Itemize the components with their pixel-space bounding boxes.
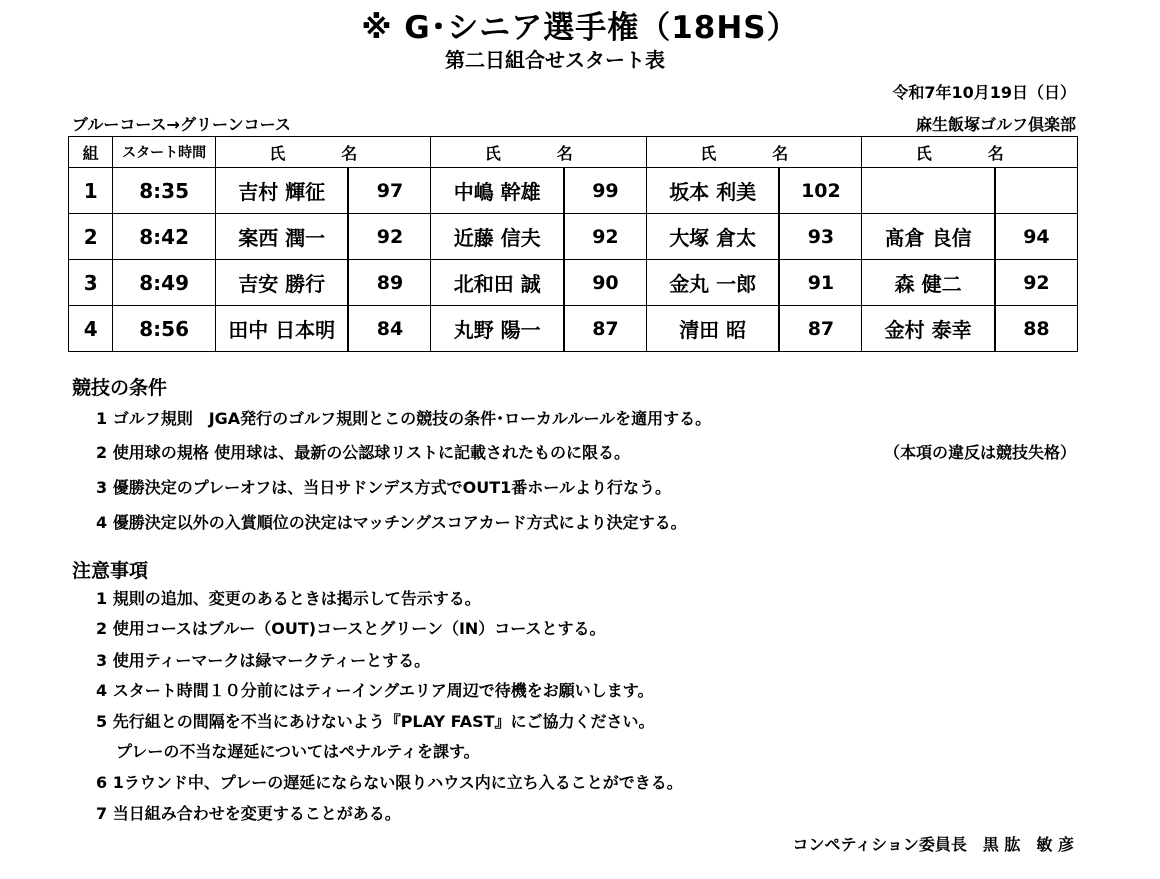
player-name: 森 健二 [862,260,995,306]
conditions-heading: 競技の条件 [72,377,168,399]
note-item: 6 1ラウンド中、プレーの遅延にならない限りハウス内に立ち入ることができる。 [96,773,683,792]
player-score: 91 [779,260,862,306]
player-score: 92 [348,214,431,260]
player-score: 93 [779,214,862,260]
player-name: 北和田 誠 [431,260,564,306]
player-score: 88 [995,306,1078,352]
player-name: 大塚 倉太 [646,214,779,260]
table-header-row [69,137,1078,168]
player-score: 90 [564,260,647,306]
group-number: 2 [69,214,113,260]
player-name: 髙倉 良信 [862,214,995,260]
player-score: 97 [348,168,431,214]
page-subtitle: 第二日組合せスタート表 [445,48,665,72]
player-name [862,168,995,214]
header-name: 氏 名 [216,137,431,168]
table-row [69,168,1078,214]
player-name: 案西 潤一 [216,214,349,260]
player-name: 近藤 信夫 [431,214,564,260]
start-time: 8:35 [113,168,216,214]
player-score [995,168,1078,214]
player-name: 田中 日本明 [216,306,349,352]
committee-signature: コンペティション委員長 黒 肱 敏 彦 [792,835,1074,854]
header-name: 氏 名 [862,137,1078,168]
table-row [69,260,1078,306]
notes-heading: 注意事項 [72,560,149,582]
start-time: 8:42 [113,214,216,260]
player-score: 102 [779,168,862,214]
note-item: 4 スタート時間１０分前にはティーイングエリア周辺で待機をお願いします。 [96,681,654,700]
player-name: 清田 昭 [646,306,779,352]
condition-item: 4 優勝決定以外の入賞順位の決定はマッチングスコアカード方式により決定する。 [96,513,687,532]
condition-item: 2 使用球の規格 使用球は、最新の公認球リストに記載されたものに限る。 [96,443,630,462]
player-name: 吉村 輝征 [216,168,349,214]
note-item: 2 使用コースはブルー（OUT)コースとグリーン（IN）コースとする。 [96,619,606,638]
condition-item: 1 ゴルフ規則 JGA発行のゴルフ規則とこの競技の条件･ローカルルールを適用する。 [96,409,712,428]
player-score: 87 [779,306,862,352]
page-title: ※ G･シニア選手権（18HS） [361,10,799,46]
player-name: 金村 泰幸 [862,306,995,352]
note-item: 1 規則の追加、変更のあるときは掲示して告示する。 [96,589,481,608]
start-time: 8:56 [113,306,216,352]
player-score: 84 [348,306,431,352]
player-score: 94 [995,214,1078,260]
player-score: 89 [348,260,431,306]
player-score: 92 [564,214,647,260]
event-date: 令和7年10月19日（日） [892,83,1076,102]
header-group: 組 [69,137,113,168]
condition-item: 3 優勝決定のプレーオフは、当日サドンデス方式でOUT1番ホールより行なう。 [96,478,671,497]
group-number: 1 [69,168,113,214]
group-number: 4 [69,306,113,352]
note-item-continued: プレーの不当な遅延についてはペナルティを課す。 [116,742,480,761]
table-row [69,214,1078,260]
player-score: 99 [564,168,647,214]
header-name: 氏 名 [431,137,646,168]
condition-note: （本項の違反は競技失格） [883,443,1076,462]
note-item: 7 当日組み合わせを変更することがある。 [96,804,401,823]
start-time: 8:49 [113,260,216,306]
header-start-time: スタート時間 [113,137,216,168]
note-item: 5 先行組との間隔を不当にあけないよう『PLAY FAST』にご協力ください。 [96,712,655,731]
player-name: 金丸 一郎 [646,260,779,306]
player-name: 中嶋 幹雄 [431,168,564,214]
player-name: 坂本 利美 [646,168,779,214]
group-number: 3 [69,260,113,306]
player-name: 吉安 勝行 [216,260,349,306]
club-name: 麻生飯塚ゴルフ倶楽部 [915,115,1076,134]
header-name: 氏 名 [646,137,861,168]
table-row [69,306,1078,352]
course-route: ブルーコース→グリーンコース [72,115,291,134]
player-score: 92 [995,260,1078,306]
note-item: 3 使用ティーマークは緑マークティーとする。 [96,651,431,670]
player-name: 丸野 陽一 [431,306,564,352]
player-score: 87 [564,306,647,352]
start-table [68,136,1078,352]
